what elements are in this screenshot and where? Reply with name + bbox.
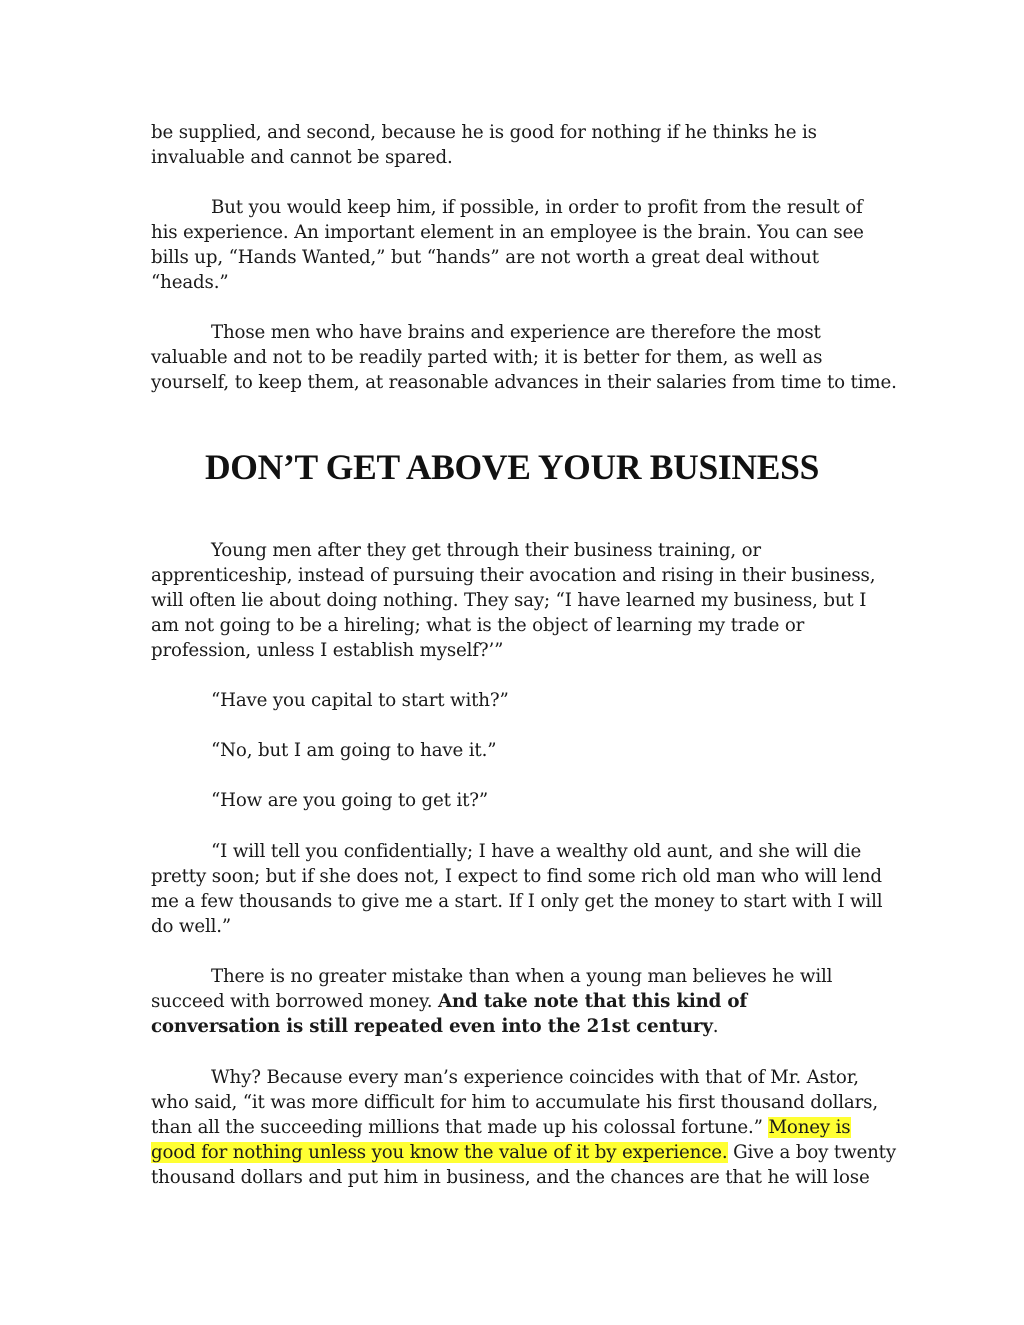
body-text-line: valuable and not to be readily parted with; it is better for them, as well as bbox=[151, 347, 823, 368]
highlighted-text: good for nothing unless you know the value of it by experience. bbox=[151, 1142, 728, 1163]
plain-text-span: succeed with borrowed money. bbox=[151, 991, 438, 1012]
body-text-line bbox=[151, 1014, 718, 1039]
section-heading: DON’T GET ABOVE YOUR BUSINESS bbox=[204, 447, 820, 487]
body-text-line: Those men who have brains and experience are therefore the most bbox=[211, 322, 821, 343]
body-text-line: “heads.” bbox=[151, 272, 229, 293]
bold-emphasis-text: conversation is still repeated even into the 21st century bbox=[151, 1016, 713, 1037]
body-text-line: “I will tell you confidentially; I have a wealthy old aunt, and she will die bbox=[211, 841, 862, 862]
body-text-line: profession, unless I establish myself?’” bbox=[151, 640, 504, 661]
body-text-line: thousand dollars and put him in business, and the chances are that he will lose bbox=[151, 1167, 870, 1188]
body-text-line: will often lie about doing nothing. They say; “I have learned my business, but I bbox=[151, 590, 867, 611]
body-text-line: There is no greater mistake than when a young man believes he will bbox=[211, 966, 833, 987]
dialogue-line: “Have you capital to start with?” bbox=[211, 690, 509, 711]
body-text-line: apprenticeship, instead of pursuing their avocation and rising in their business, bbox=[151, 565, 876, 586]
body-text-line: Why? Because every man’s experience coincides with that of Mr. Astor, bbox=[211, 1067, 859, 1088]
body-text-line: yourself, to keep them, at reasonable advances in their salaries from time to time. bbox=[151, 372, 897, 393]
plain-text-span: . bbox=[712, 1016, 719, 1037]
body-text-line: am not going to be a hireling; what is the object of learning my trade or bbox=[151, 615, 805, 636]
body-text-line: me a few thousands to give me a start. If I only get the money to start with I will bbox=[151, 891, 883, 912]
body-text-line bbox=[151, 989, 747, 1014]
body-text-line: bills up, “Hands Wanted,” but “hands” are not worth a great deal without bbox=[151, 247, 819, 268]
dialogue-line: “How are you going to get it?” bbox=[211, 790, 489, 811]
bold-emphasis-text: And take note that this kind of bbox=[438, 991, 748, 1012]
body-text-line: be supplied, and second, because he is good for nothing if he thinks he is bbox=[151, 122, 817, 143]
body-text-line: invaluable and cannot be spared. bbox=[151, 147, 453, 168]
body-text-line: his experience. An important element in an employee is the brain. You can see bbox=[151, 222, 864, 243]
body-text-line: who said, “it was more difficult for him to accumulate his first thousand dollars, bbox=[151, 1092, 878, 1113]
body-text-line: Young men after they get through their business training, or bbox=[211, 540, 761, 561]
body-text-line: But you would keep him, if possible, in order to profit from the result of bbox=[211, 197, 863, 218]
highlighted-text: Money is bbox=[768, 1117, 851, 1138]
plain-text-span: Give a boy twenty bbox=[727, 1142, 896, 1163]
body-text-line bbox=[151, 1140, 896, 1165]
body-text-line: pretty soon; but if she does not, I expect to find some rich old man who will lend bbox=[151, 866, 882, 887]
body-text-line: do well.” bbox=[151, 916, 232, 937]
plain-text-span: than all the succeeding millions that made up his colossal fortune.” bbox=[151, 1117, 769, 1138]
dialogue-line: “No, but I am going to have it.” bbox=[211, 740, 497, 761]
body-text-line bbox=[151, 1115, 851, 1140]
